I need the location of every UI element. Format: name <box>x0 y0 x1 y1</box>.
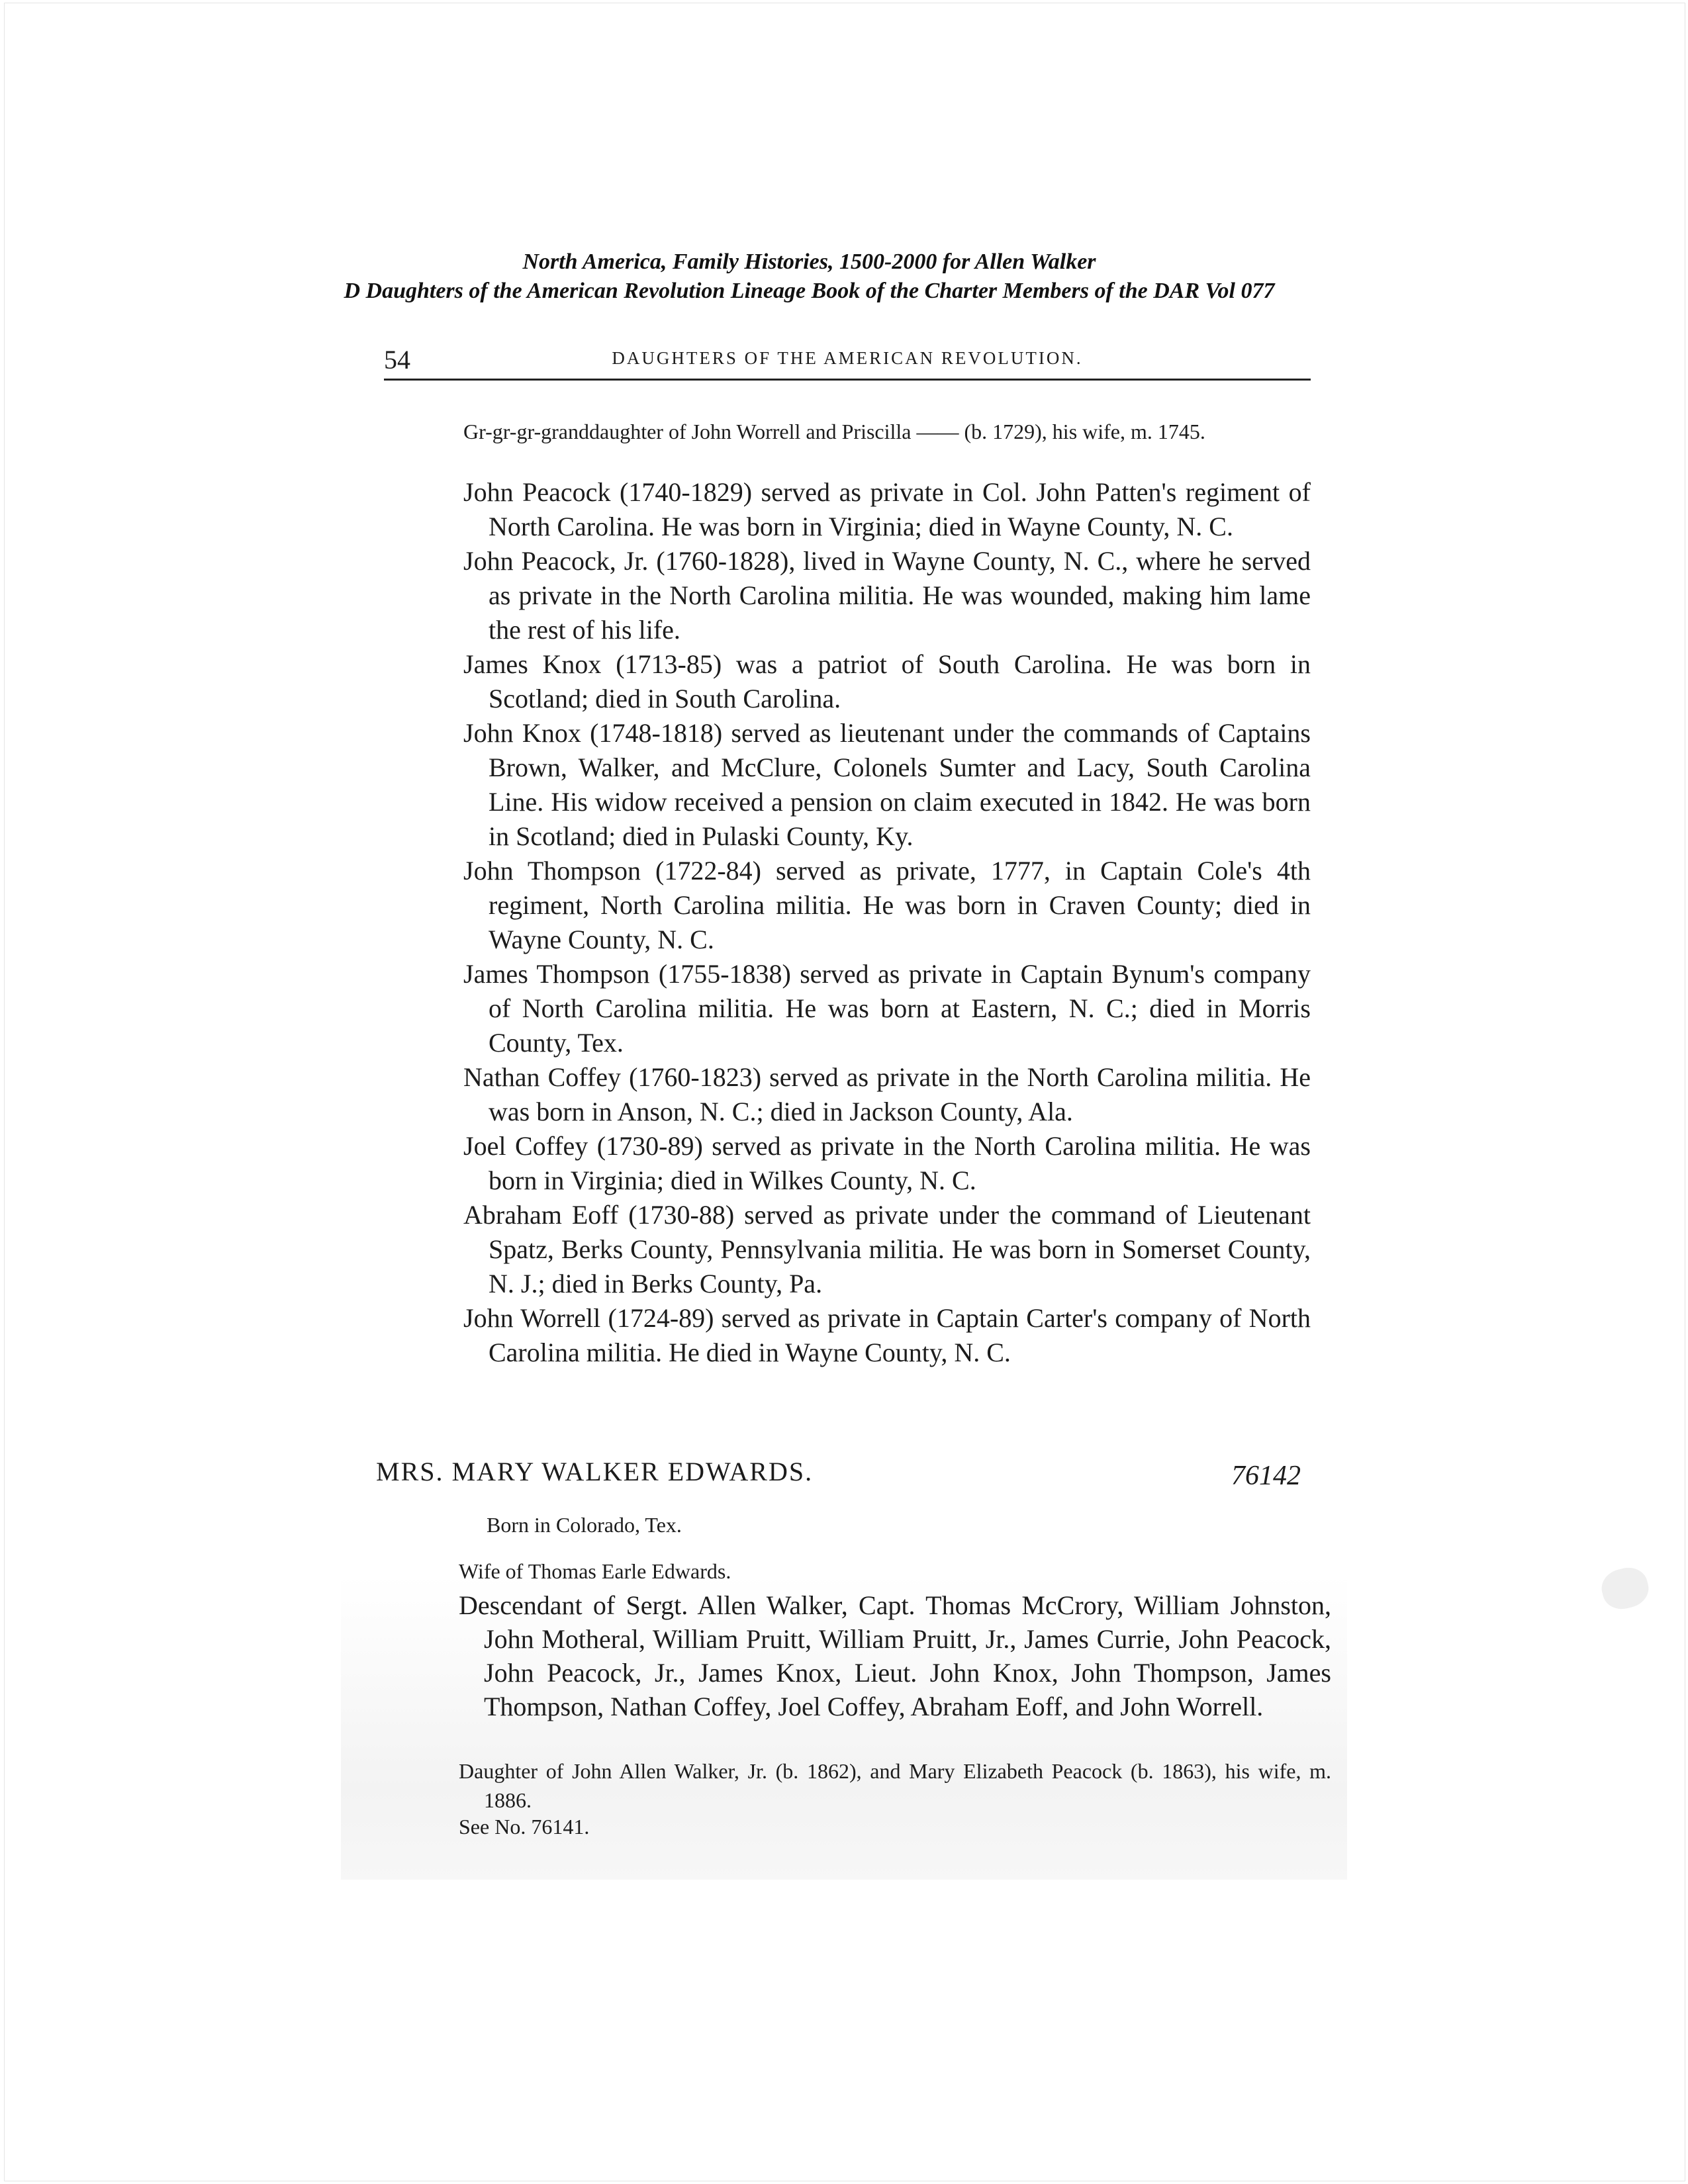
member-number: 76142 <box>1231 1461 1301 1491</box>
source-header-line2: D Daughters of the American Revolution Lineage Book of the Charter Members of the DAR Vol 077 <box>344 279 1275 303</box>
header-rule <box>384 379 1311 381</box>
ancestor-entry: John Knox (1748-1818) served as lieutenant under the commands of Captains Brown, Walker, and McClure, Colonels Sumter and Lacy, South Carolina Line. His widow received a pension on claim executed in 1842. He was born in Scotland; died in Pulaski County, Ky. <box>463 718 1311 851</box>
ancestor-entry: John Peacock, Jr. (1760-1828), lived in Wayne County, N. C., where he served as private in the North Carolina militia. He was wounded, making him lame the rest of his life. <box>463 546 1311 645</box>
member-descendant: Descendant of Sergt. Allen Walker, Capt. Thomas McCrory, William Johnston, John Motheral, William Pruitt, William Pruitt, Jr., James Currie, John Peacock, John Peacock, Jr., James Knox, Lieut. John Knox, John Thompson, James Thompson, Nathan Coffey, Joel Coffey, Abraham Eoff, and John Worrell. <box>459 1590 1331 1721</box>
member-see-also: See No. 76141. <box>459 1815 590 1839</box>
member-name: MRS. MARY WALKER EDWARDS. <box>376 1457 814 1486</box>
ancestor-entry: Abraham Eoff (1730-88) served as private under the command of Lieutenant Spatz, Berks County, Pennsylvania militia. He was born in Somerset County, N. J.; died in Berks County, Pa. <box>463 1200 1311 1298</box>
member-daughter-of: Daughter of John Allen Walker, Jr. (b. 1862), and Mary Elizabeth Peacock (b. 1863), his wife, m. 1886. <box>459 1759 1331 1812</box>
page-number: 54 <box>384 345 410 375</box>
intro-line: Gr-gr-gr-granddaughter of John Worrell and Priscilla —— (b. 1729), his wife, m. 1745. <box>463 420 1205 443</box>
ancestor-entry: John Thompson (1722-84) served as private, 1777, in Captain Cole's 4th regiment, North Carolina militia. He was born in Craven County; died in Wayne County, N. C. <box>463 856 1311 954</box>
scan-smudge <box>1597 1563 1652 1614</box>
ancestor-entry: Joel Coffey (1730-89) served as private in the North Carolina militia. He was born in Virginia; died in Wilkes County, N. C. <box>463 1131 1311 1195</box>
ancestor-entry: Nathan Coffey (1760-1823) served as private in the North Carolina militia. He was born in Anson, N. C.; died in Jackson County, Ala. <box>463 1062 1311 1126</box>
source-header <box>0 248 1618 306</box>
ancestor-entry: John Peacock (1740-1829) served as private in Col. John Patten's regiment of North Carolina. He was born in Virginia; died in Wayne County, N. C. <box>463 477 1311 541</box>
ancestor-entry: James Knox (1713-85) was a patriot of South Carolina. He was born in Scotland; died in South Carolina. <box>463 649 1311 713</box>
running-head <box>384 344 1311 377</box>
ancestor-entry: James Thompson (1755-1838) served as private in Captain Bynum's company of North Carolina militia. He was born at Eastern, N. C.; died in Morris County, Tex. <box>463 959 1311 1058</box>
running-head-title: DAUGHTERS OF THE AMERICAN REVOLUTION. <box>612 348 1083 368</box>
ancestor-entry: John Worrell (1724-89) served as private in Captain Carter's company of North Carolina militia. He died in Wayne County, N. C. <box>463 1303 1311 1367</box>
member-wife-of: Wife of Thomas Earle Edwards. <box>459 1559 731 1583</box>
source-header-line1: North America, Family Histories, 1500-2000 for Allen Walker <box>522 250 1096 274</box>
member-born: Born in Colorado, Tex. <box>487 1513 682 1537</box>
ancestor-list <box>463 475 1311 1370</box>
